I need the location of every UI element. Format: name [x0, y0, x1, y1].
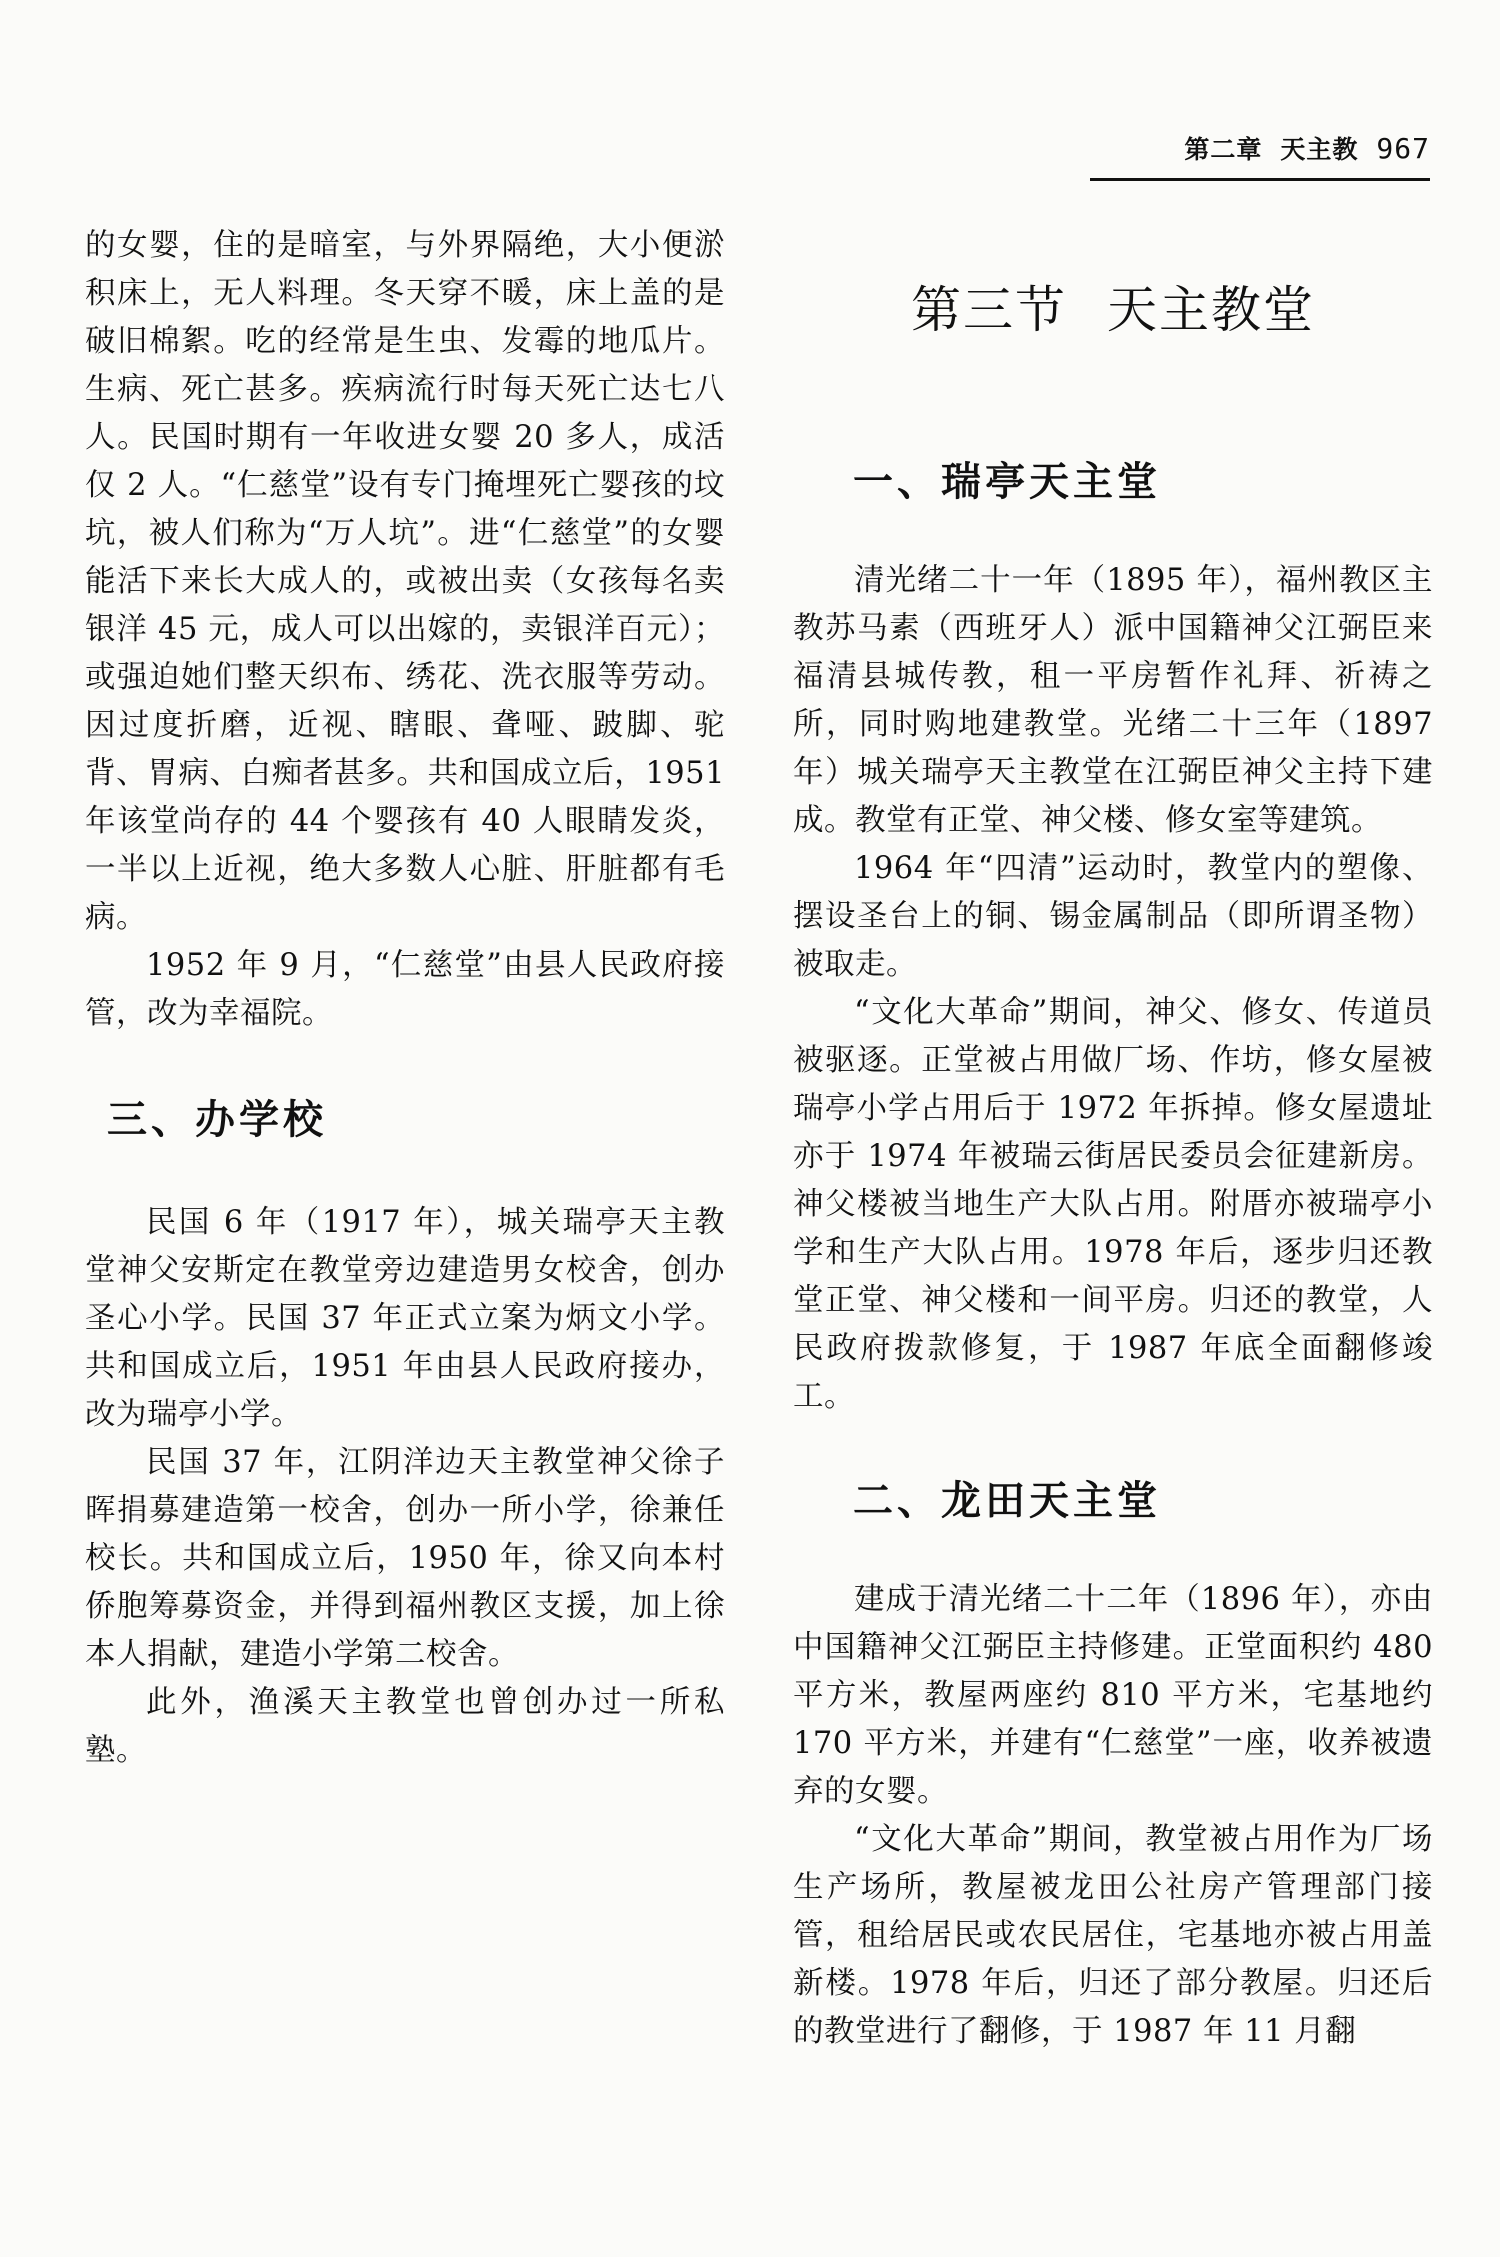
right-column [793, 270, 1433, 2056]
longtian-paragraph-1: 建成于清光绪二十二年（1896 年），亦由中国籍神父江弼臣主持修建。正堂面积约 480 平方米，教屋两座约 810 平方米，宅基地约 170 平方米，并建有“仁慈堂”一座，收养被遗弃的女婴。 [793, 1582, 1433, 1809]
longtian-paragraph-2: “文化大革命”期间，教堂被占用作为厂场生产场所，教屋被龙田公社房产管理部门接管，租给居民或农民居住，宅基地亦被占用盖新楼。1978 年后，归还了部分教屋。归还后的教堂进行了翻修，于 1987 年 11 月翻 [793, 1822, 1433, 2049]
subsection-heading-ruiting: 一、瑞亭天主堂 [853, 459, 1161, 505]
subsection-heading-longtian: 二、龙田天主堂 [853, 1478, 1161, 1524]
header-rule [1090, 178, 1430, 181]
left-column [85, 222, 725, 1775]
left-paragraph-2: 1952 年 9 月，“仁慈堂”由县人民政府接管，改为幸福院。 [85, 948, 725, 1031]
ruiting-paragraph-2: 1964 年“四清”运动时，教堂内的塑像、摆设圣台上的铜、锡金属制品（即所谓圣物）被取走。 [793, 851, 1433, 982]
section-title [793, 270, 1433, 342]
running-head-chapter: 第二章 [1184, 135, 1263, 164]
running-head [1090, 130, 1430, 166]
ruiting-paragraph-1: 清光绪二十一年（1895 年），福州教区主教苏马素（西班牙人）派中国籍神父江弼臣来福清县城传教，租一平房暂作礼拜、祈祷之所，同时购地建教堂。光绪二十三年（1897 年）城关瑞亭天主教堂在江弼臣神父主持下建成。教堂有正堂、神父楼、修女室等建筑。 [793, 563, 1433, 838]
running-head-section: 天主教 [1280, 135, 1359, 164]
ruiting-paragraph-3: “文化大革命”期间，神父、修女、传道员被驱逐。正堂被占用做厂场、作坊，修女屋被瑞亭小学占用后于 1972 年拆掉。修女屋遗址亦于 1974 年被瑞云街居民委员会征建新房。神父楼被当地生产大队占用。附厝亦被瑞亭小学和生产大队占用。1978 年后，逐步归还教堂正堂、神父楼和一间平房。归还的教堂，人民政府拨款修复，于 1987 年底全面翻修竣工。 [793, 995, 1433, 1414]
section-title-text: 天主教堂 [1107, 281, 1315, 339]
subsection-heading-schools: 三、办学校 [107, 1097, 327, 1143]
section-title-number: 第三节 [911, 281, 1067, 339]
schools-paragraph-1: 民国 6 年（1917 年），城关瑞亭天主教堂神父安斯定在教堂旁边建造男女校舍，创办圣心小学。民国 37 年正式立案为炳文小学。共和国成立后，1951 年由县人民政府接办，改为瑞亭小学。 [85, 1205, 725, 1432]
left-paragraph-1: 的女婴，住的是暗室，与外界隔绝，大小便淤积床上，无人料理。冬天穿不暖，床上盖的是破旧棉絮。吃的经常是生虫、发霉的地瓜片。生病、死亡甚多。疾病流行时每天死亡达七八人。民国时期有一年收进女婴 20 多人，成活仅 2 人。“仁慈堂”设有专门掩埋死亡婴孩的坟坑，被人们称为“万人坑”。进“仁慈堂”的女婴能活下来长大成人的，或被出卖（女孩每名卖银洋 45 元，成人可以出嫁的，卖银洋百元）；或强迫她们整天织布、绣花、洗衣服等劳动。因过度折磨，近视、瞎眼、聋哑、跛脚、驼背、胃病、白痴者甚多。共和国成立后，1951 年该堂尚存的 44 个婴孩有 40 人眼睛发炎，一半以上近视，绝大多数人心脏、肝脏都有毛病。 [85, 228, 725, 935]
schools-paragraph-2: 民国 37 年，江阴洋边天主教堂神父徐子晖捐募建造第一校舍，创办一所小学，徐兼任校长。共和国成立后，1950 年，徐又向本村侨胞筹募资金，并得到福州教区支援，加上徐本人捐献，建造小学第二校舍。 [85, 1445, 725, 1672]
schools-paragraph-3: 此外，渔溪天主教堂也曾创办过一所私塾。 [85, 1685, 725, 1768]
page-number: 967 [1376, 132, 1430, 165]
